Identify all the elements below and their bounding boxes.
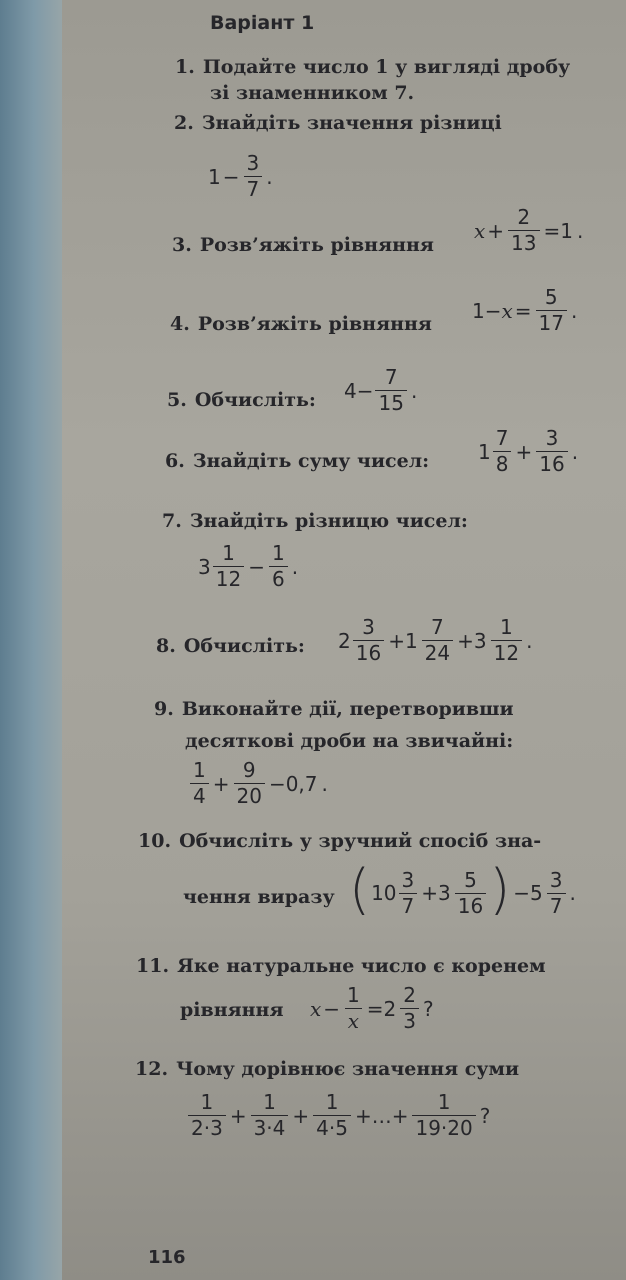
denominator: 16	[536, 451, 567, 475]
numerator: 1	[271, 541, 285, 565]
variant-heading: Варіант 1	[210, 12, 315, 34]
left-parenthesis: (	[349, 858, 371, 921]
problem-text: Обчисліть у зручний спосіб зна-	[179, 830, 542, 852]
problem-number: 11.	[136, 955, 170, 977]
whole-number: 1	[208, 164, 221, 189]
whole-number: 10	[371, 881, 397, 905]
numerator: 1	[193, 758, 206, 782]
left-hand-side: 1−	[472, 298, 502, 323]
problem-text: Знайдіть різницю чисел:	[189, 510, 468, 532]
numerator: 3	[545, 426, 559, 450]
denominator: 6	[269, 566, 288, 590]
fraction	[493, 428, 512, 475]
fraction	[536, 287, 567, 334]
numerator: 5	[464, 867, 477, 892]
denominator: 8	[493, 451, 512, 475]
fraction	[353, 617, 384, 664]
ellipsis-plus: +…+	[354, 1103, 409, 1128]
fraction	[547, 867, 566, 918]
problem-number: 8.	[156, 635, 176, 657]
right-parenthesis: )	[489, 858, 511, 921]
equals-whole: =2	[366, 996, 397, 1021]
plus-whole: +3	[421, 881, 451, 905]
period: .	[576, 218, 584, 243]
denominator: 15	[375, 390, 406, 414]
fraction	[190, 760, 209, 807]
problem-6	[165, 452, 429, 471]
numerator: 1	[499, 615, 513, 639]
denominator: 2·3	[188, 1115, 226, 1139]
problem-number: 9.	[154, 698, 174, 720]
problem-1-line-2: зі знаменником 7.	[210, 82, 415, 104]
problem-text: Розв’яжіть рівняння	[197, 313, 432, 335]
numerator: 3	[401, 867, 415, 892]
denominator: 13	[508, 230, 539, 254]
expression-8	[338, 617, 534, 664]
numerator: 1	[222, 541, 235, 565]
fraction	[422, 617, 453, 664]
plus-sign: +	[292, 1103, 310, 1128]
minus-sign: −	[323, 996, 341, 1021]
problem-text: Яке натуральне число є коренем	[177, 955, 546, 977]
denominator: 17	[536, 310, 567, 334]
expression-5	[344, 367, 419, 414]
problem-number: 7.	[162, 510, 182, 532]
variable-x: x	[310, 996, 322, 1021]
decimal-term: −0,7	[268, 771, 318, 796]
fraction	[344, 985, 363, 1032]
fraction	[375, 367, 406, 414]
question-mark: ?	[479, 1103, 491, 1128]
plus-sign: +	[515, 439, 533, 464]
problem-text: Знайдіть суму чисел:	[192, 450, 430, 472]
fraction	[400, 985, 419, 1032]
fraction	[491, 617, 522, 664]
period: .	[291, 554, 299, 579]
denominator: 19·20	[412, 1115, 475, 1139]
numerator: 1	[347, 983, 360, 1007]
plus-sign: +	[229, 1103, 247, 1128]
numerator: 2	[517, 205, 531, 229]
plus-sign: +	[487, 218, 505, 243]
problem-8	[156, 637, 305, 656]
numerator: 1	[200, 1090, 214, 1114]
problem-text: Виконайте дії, перетворивши	[181, 698, 514, 720]
problem-text: Обчисліть:	[194, 389, 316, 411]
problem-text: Обчисліть:	[183, 635, 305, 657]
numerator: 3	[549, 867, 563, 892]
fraction	[234, 760, 265, 807]
denominator: 3·4	[251, 1115, 289, 1139]
period: .	[266, 164, 273, 189]
whole-number: 1	[478, 439, 491, 464]
fraction	[244, 153, 263, 200]
fraction	[188, 1092, 226, 1139]
period: .	[570, 298, 578, 323]
problem-9	[154, 700, 514, 719]
variable-x: x	[474, 218, 486, 243]
equation-3	[474, 207, 585, 254]
denominator: 3	[400, 1008, 419, 1032]
problem-10-line-2: чення виразу	[183, 886, 335, 908]
plus-whole: +1	[388, 628, 418, 653]
variable-x: x	[501, 298, 513, 323]
minus-sign: −	[222, 164, 240, 189]
problem-4	[170, 315, 432, 334]
fraction	[213, 543, 244, 590]
whole-number: 2	[338, 628, 351, 653]
denominator: 7	[547, 893, 566, 917]
problem-12	[135, 1060, 519, 1079]
equation-11	[310, 985, 436, 1032]
problem-11	[136, 957, 546, 976]
numerator: 3	[246, 151, 260, 175]
numerator: 1	[437, 1090, 451, 1114]
fraction	[536, 428, 567, 475]
problem-text: Розв’яжіть рівняння	[199, 234, 434, 256]
denominator: 4·5	[313, 1115, 351, 1139]
expression-7	[198, 543, 300, 590]
numerator: 7	[384, 365, 398, 389]
minus-whole: −5	[513, 881, 543, 905]
fraction	[313, 1092, 351, 1139]
problem-number: 12.	[135, 1058, 169, 1080]
problem-10	[138, 832, 541, 851]
problem-7	[162, 512, 468, 531]
fraction	[412, 1092, 475, 1139]
numerator: 7	[431, 615, 444, 639]
problem-11-line-2: рівняння	[180, 999, 284, 1021]
expression-2	[208, 153, 275, 200]
plus-whole: +3	[457, 628, 487, 653]
fraction	[399, 867, 418, 918]
denominator: 12	[491, 640, 522, 664]
denominator: 7	[399, 893, 418, 917]
expression-10	[348, 858, 578, 921]
whole-number: 4−	[344, 378, 374, 403]
period: .	[571, 439, 579, 464]
whole-number: 3	[198, 554, 211, 579]
equation-4	[472, 287, 579, 334]
problem-text: Подайте число 1 у вигляді дробу	[202, 56, 571, 78]
denominator: 20	[234, 783, 265, 807]
period: .	[410, 378, 418, 403]
problem-number: 1.	[175, 56, 195, 78]
denominator: 16	[455, 893, 486, 917]
expression-6	[478, 428, 580, 475]
question-mark: ?	[423, 996, 434, 1021]
plus-sign: +	[212, 771, 230, 796]
period: .	[526, 628, 533, 653]
denominator: x	[345, 1008, 362, 1032]
problem-number: 6.	[165, 450, 185, 472]
problem-text: Чому дорівнює значення суми	[176, 1058, 520, 1080]
problem-1	[175, 58, 570, 77]
denominator: 24	[422, 640, 453, 664]
denominator: 12	[213, 566, 244, 590]
problem-number: 2.	[174, 112, 194, 134]
numerator: 9	[242, 758, 256, 782]
problem-9-line-2: десяткові дроби на звичайні:	[185, 730, 514, 752]
equals-sign: =	[514, 298, 532, 323]
problem-2	[174, 114, 502, 133]
problem-5	[167, 391, 316, 410]
period: .	[321, 771, 328, 796]
numerator: 5	[544, 285, 558, 309]
fraction	[269, 543, 288, 590]
numerator: 7	[495, 426, 509, 450]
minus-sign: −	[248, 554, 265, 579]
denominator: 7	[244, 176, 263, 200]
book-cover-edge	[0, 0, 62, 1280]
denominator: 16	[353, 640, 384, 664]
problem-number: 4.	[170, 313, 190, 335]
problem-3	[172, 236, 434, 255]
numerator: 1	[325, 1090, 339, 1114]
expression-12	[186, 1092, 492, 1139]
numerator: 2	[403, 983, 416, 1007]
page-number: 116	[148, 1247, 186, 1268]
problem-number: 5.	[167, 389, 187, 411]
denominator: 4	[190, 783, 209, 807]
problem-number: 3.	[172, 234, 192, 256]
fraction	[251, 1092, 289, 1139]
numerator: 3	[362, 615, 375, 639]
expression-9	[188, 760, 330, 807]
fraction	[508, 207, 539, 254]
fraction	[455, 867, 486, 918]
period: .	[569, 881, 576, 905]
problem-number: 10.	[138, 830, 172, 852]
numerator: 1	[263, 1090, 276, 1114]
problem-text: Знайдіть значення різниці	[201, 112, 502, 134]
right-hand-side: =1	[543, 218, 573, 243]
